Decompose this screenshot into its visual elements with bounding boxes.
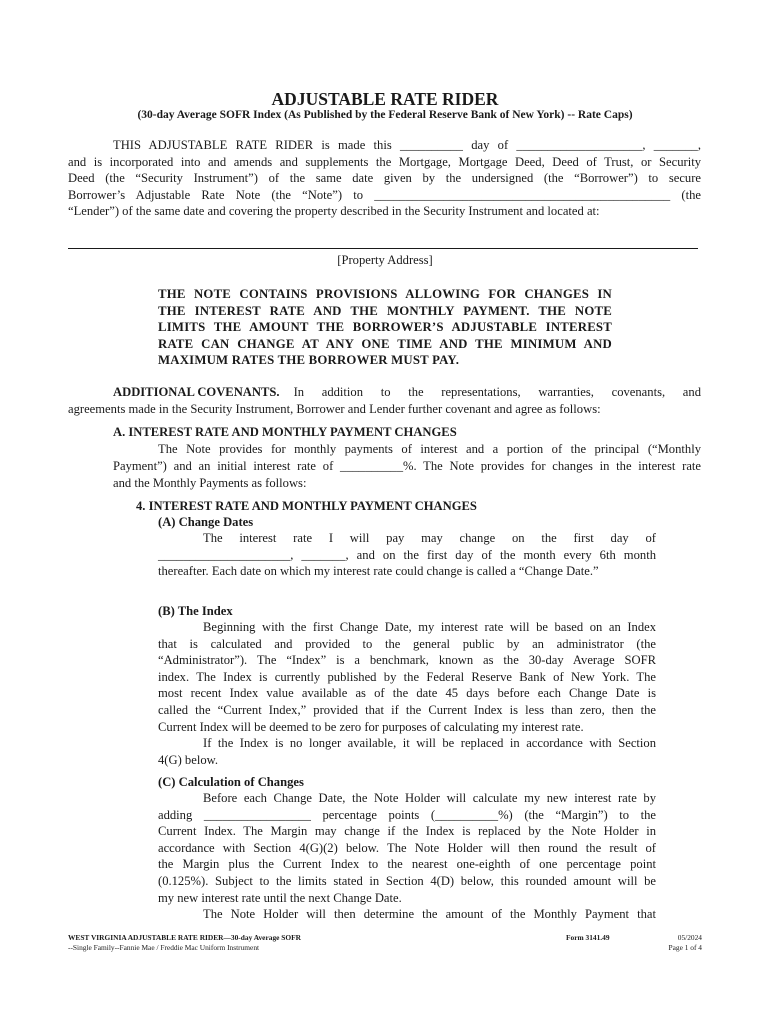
subsection-c-line-8: The Note Holder will then determine the amount of the Monthly Payment that [203,907,656,922]
subsection-c-line-4: accordance with Section 4(G)(2) below. The Note Holder will then round the result of [158,840,656,855]
section-a-paragraph [113,441,701,458]
subsection-c-line-1: Before each Change Date, the Note Holder will calculate my new interest rate by [203,791,656,805]
subsection-b-line-9: 4(G) below. [158,752,219,767]
section-a-line-2: Payment”) and an initial interest rate of __________%. The Note provides for changes in the interest rate [113,459,701,473]
document-subtitle: (30-day Average SOFR Index (As Published by the Federal Reserve Bank of New York) -- Rate Caps) [137,109,633,121]
intro-paragraph [68,137,701,220]
subsection-b-heading: (B) The Index [158,604,233,618]
document-title: ADJUSTABLE RATE RIDER [271,89,499,109]
covenants-line-1-text: In addition to the representations, warranties, covenants, and [293,385,701,399]
covenants-paragraph [68,384,701,417]
subsection-c-heading: (C) Calculation of Changes [158,775,304,789]
subsection-c-line-5: the Margin plus the Current Index to the nearest one-eighth of one percentage point [158,857,656,872]
subsection-b-line-5: most recent Index value available as of the date 45 days before each Change Date is [158,686,656,701]
property-address-line [68,248,698,249]
subsection-b-line-8: If the Index is no longer available, it will be replaced in accordance with Section [203,736,656,751]
subsection-c-line-6: (0.125%). Subject to the limits stated in Section 4(D) below, this rounded amount will be [158,873,656,888]
subsection-c-line-7: my new interest rate until the next Change Date. [158,890,402,905]
covenants-line-1 [68,384,701,401]
footer-date: 05/2024 [677,933,702,942]
subsection-a-heading: (A) Change Dates [158,515,254,529]
covenants-line-2: agreements made in the Security Instrument, Borrower and Lender further covenant and agree as follows: [68,401,601,416]
footer-left [68,933,398,953]
notice-line-5: MAXIMUM RATES THE BORROWER MUST PAY. [158,353,460,367]
intro-line-2: and is incorporated into and amends and supplements the Mortgage, Mortgage Deed, Deed of Trust, or Security [68,154,701,169]
subsection-b-line-2: that is calculated and provided to the general public by an administrator (the [158,636,656,651]
footer-instrument-type: --Single Family--Fannie Mae / Freddie Mac Uniform Instrument [68,943,260,952]
subsection-c-line-3: Current Index. The Margin may change if the Index is replaced by the Note Holder in [158,824,656,839]
notice-line-2: THE INTEREST RATE AND THE MONTHLY PAYMENT. THE NOTE [158,303,612,318]
footer-form-number: Form 3141.49 [566,933,610,942]
intro-line-5: “Lender”) of the same date and covering the property described in the Security Instrument and located at: [68,204,600,219]
subsection-b-line-1: Beginning with the first Change Date, my interest rate will be based on an Index [203,620,656,634]
subsection-c-paragraph [158,790,656,923]
subsection-a-line-2: _____________________, _______, and on the first day of the month every 6th month [158,547,656,562]
footer-right [620,933,702,953]
section-a-line-1: The Note provides for monthly payments of interest and a portion of the principal (“Monthly [158,442,701,456]
intro-line-4: Borrower’s Adjustable Rate Note (the “Note”) to _______________________________________________ (the [68,187,701,202]
subsection-b-line-4: index. The Index is currently published by the Federal Reserve Bank of New York. The [158,669,656,684]
notice-line-4: RATE CAN CHANGE AT ANY ONE TIME AND THE MINIMUM AND [158,336,612,351]
footer-page-number: Page 1 of 4 [668,943,702,952]
section-a-line-3: and the Monthly Payments as follows: [113,475,307,490]
covenants-heading: ADDITIONAL COVENANTS. [113,385,280,399]
subsection-c-line-2: adding _________________ percentage points (__________%) (the “Margin”) to the [158,807,656,822]
footer-form-title: WEST VIRGINIA ADJUSTABLE RATE RIDER—30-day Average SOFR [68,933,301,942]
intro-line-3: Deed (the “Security Instrument”) of the same date given by the undersigned (the “Borrower”) to secure [68,171,701,186]
notice-line-3: LIMITS THE AMOUNT THE BORROWER’S ADJUSTABLE INTEREST [158,320,612,334]
subsection-a-line-3: thereafter. Each date on which my interest rate could change is called a “Change Date.” [158,564,599,579]
subsection-b-line-3: “Administrator”). The “Index” is a benchmark, known as the 30-day Average SOFR [158,653,656,668]
subsection-a-line-1: The interest rate I will pay may change on the first day of [203,531,656,545]
subsection-b-line-7: Current Index will be deemed to be zero for purposes of calculating my interest rate. [158,719,584,734]
section-a-continuation [113,458,701,491]
notice-line-1: THE NOTE CONTAINS PROVISIONS ALLOWING FOR CHANGES IN [158,287,612,301]
section-a-heading: A. INTEREST RATE AND MONTHLY PAYMENT CHANGES [113,425,457,439]
notice-block [158,286,612,369]
section-4-heading: 4. INTEREST RATE AND MONTHLY PAYMENT CHANGES [136,499,477,513]
subsection-b-paragraph [158,619,656,768]
property-address-label: [Property Address] [337,253,433,267]
subsection-a-paragraph [158,530,656,580]
intro-line-1: THIS ADJUSTABLE RATE RIDER is made this __________ day of ____________________, _______, [113,138,701,152]
subsection-b-line-6: called the “Current Index,” provided that if the Current Index is less than zero, then the [158,702,656,717]
